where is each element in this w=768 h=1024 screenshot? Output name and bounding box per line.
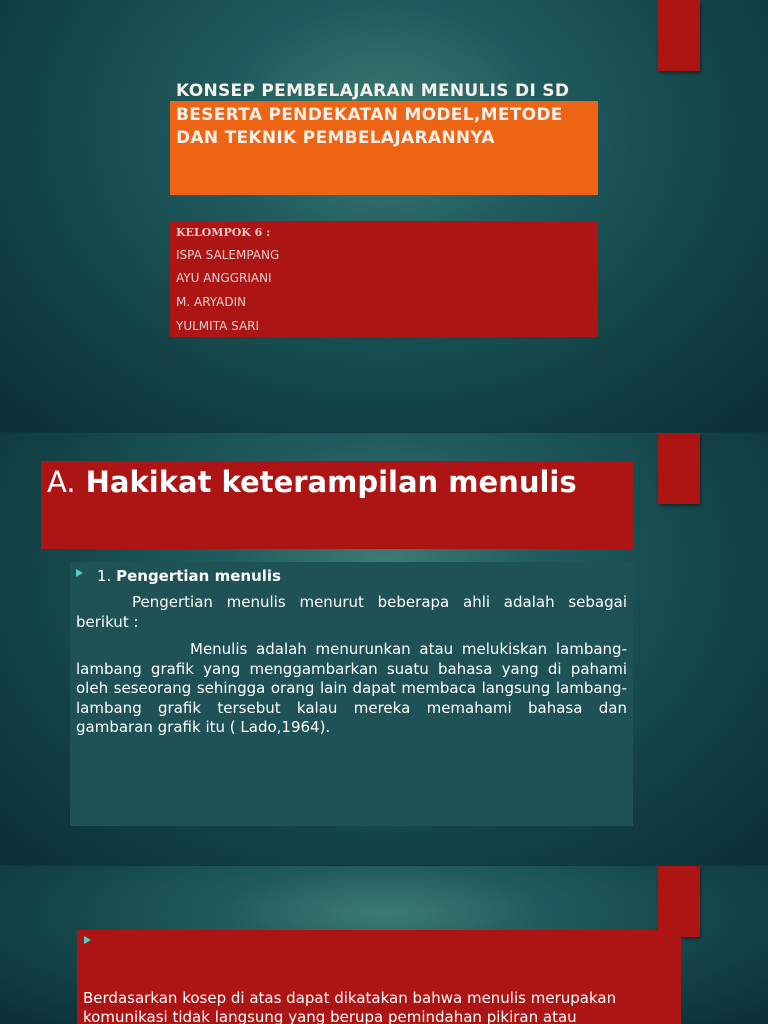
- red-corner-tab: [658, 866, 700, 937]
- bullet-arrow-icon: [76, 569, 83, 577]
- slide-hakikat: [0, 433, 768, 865]
- subheading-text: Pengertian menulis: [116, 567, 281, 585]
- member-name: AYU ANGGRIANI: [176, 271, 272, 285]
- presentation-title: KONSEP PEMBELAJARAN MENULIS DI SD BESERTA PENDEKATAN MODEL,METODE DAN TEKNIK PEMBELAJARANNYA: [176, 81, 570, 148]
- section-title: Hakikat keterampilan menulis: [85, 465, 577, 499]
- subheading: [97, 567, 281, 585]
- member-name: ISPA SALEMPANG: [176, 248, 280, 262]
- conclusion-text: Berdasarkan kosep di atas dapat dikatakan bahwa menulis merupakan komunikasi tidak langsung yang berupa pemindahan pikiran atau: [83, 989, 617, 1024]
- slide-title: [0, 0, 768, 432]
- subheading-number: 1.: [97, 567, 112, 585]
- red-corner-tab: [658, 433, 700, 504]
- slide-conclusion: [0, 866, 768, 1024]
- bullet-arrow-icon: [84, 936, 91, 944]
- section-heading: [47, 465, 577, 499]
- paragraph-definition: Menulis adalah menurunkan atau melukiskan lambang-lambang grafik yang menggambarkan suatu bahasa yang di pahami oleh seseorang sehingga orang lain dapat membaca langsung lambang- lambang grafik tersebut kalau mereka memahami bahasa dan gambaran grafik itu ( Lado,1964).: [76, 640, 627, 736]
- section-letter: A.: [47, 465, 76, 499]
- member-name: M. ARYADIN: [176, 295, 247, 309]
- member-name: YULMITA SARI: [176, 319, 260, 333]
- paragraph-intro: Pengertian menulis menurut beberapa ahli adalah sebagai berikut :: [76, 593, 627, 631]
- red-corner-tab: [658, 0, 700, 71]
- group-heading: KELOMPOK 6 :: [176, 226, 271, 239]
